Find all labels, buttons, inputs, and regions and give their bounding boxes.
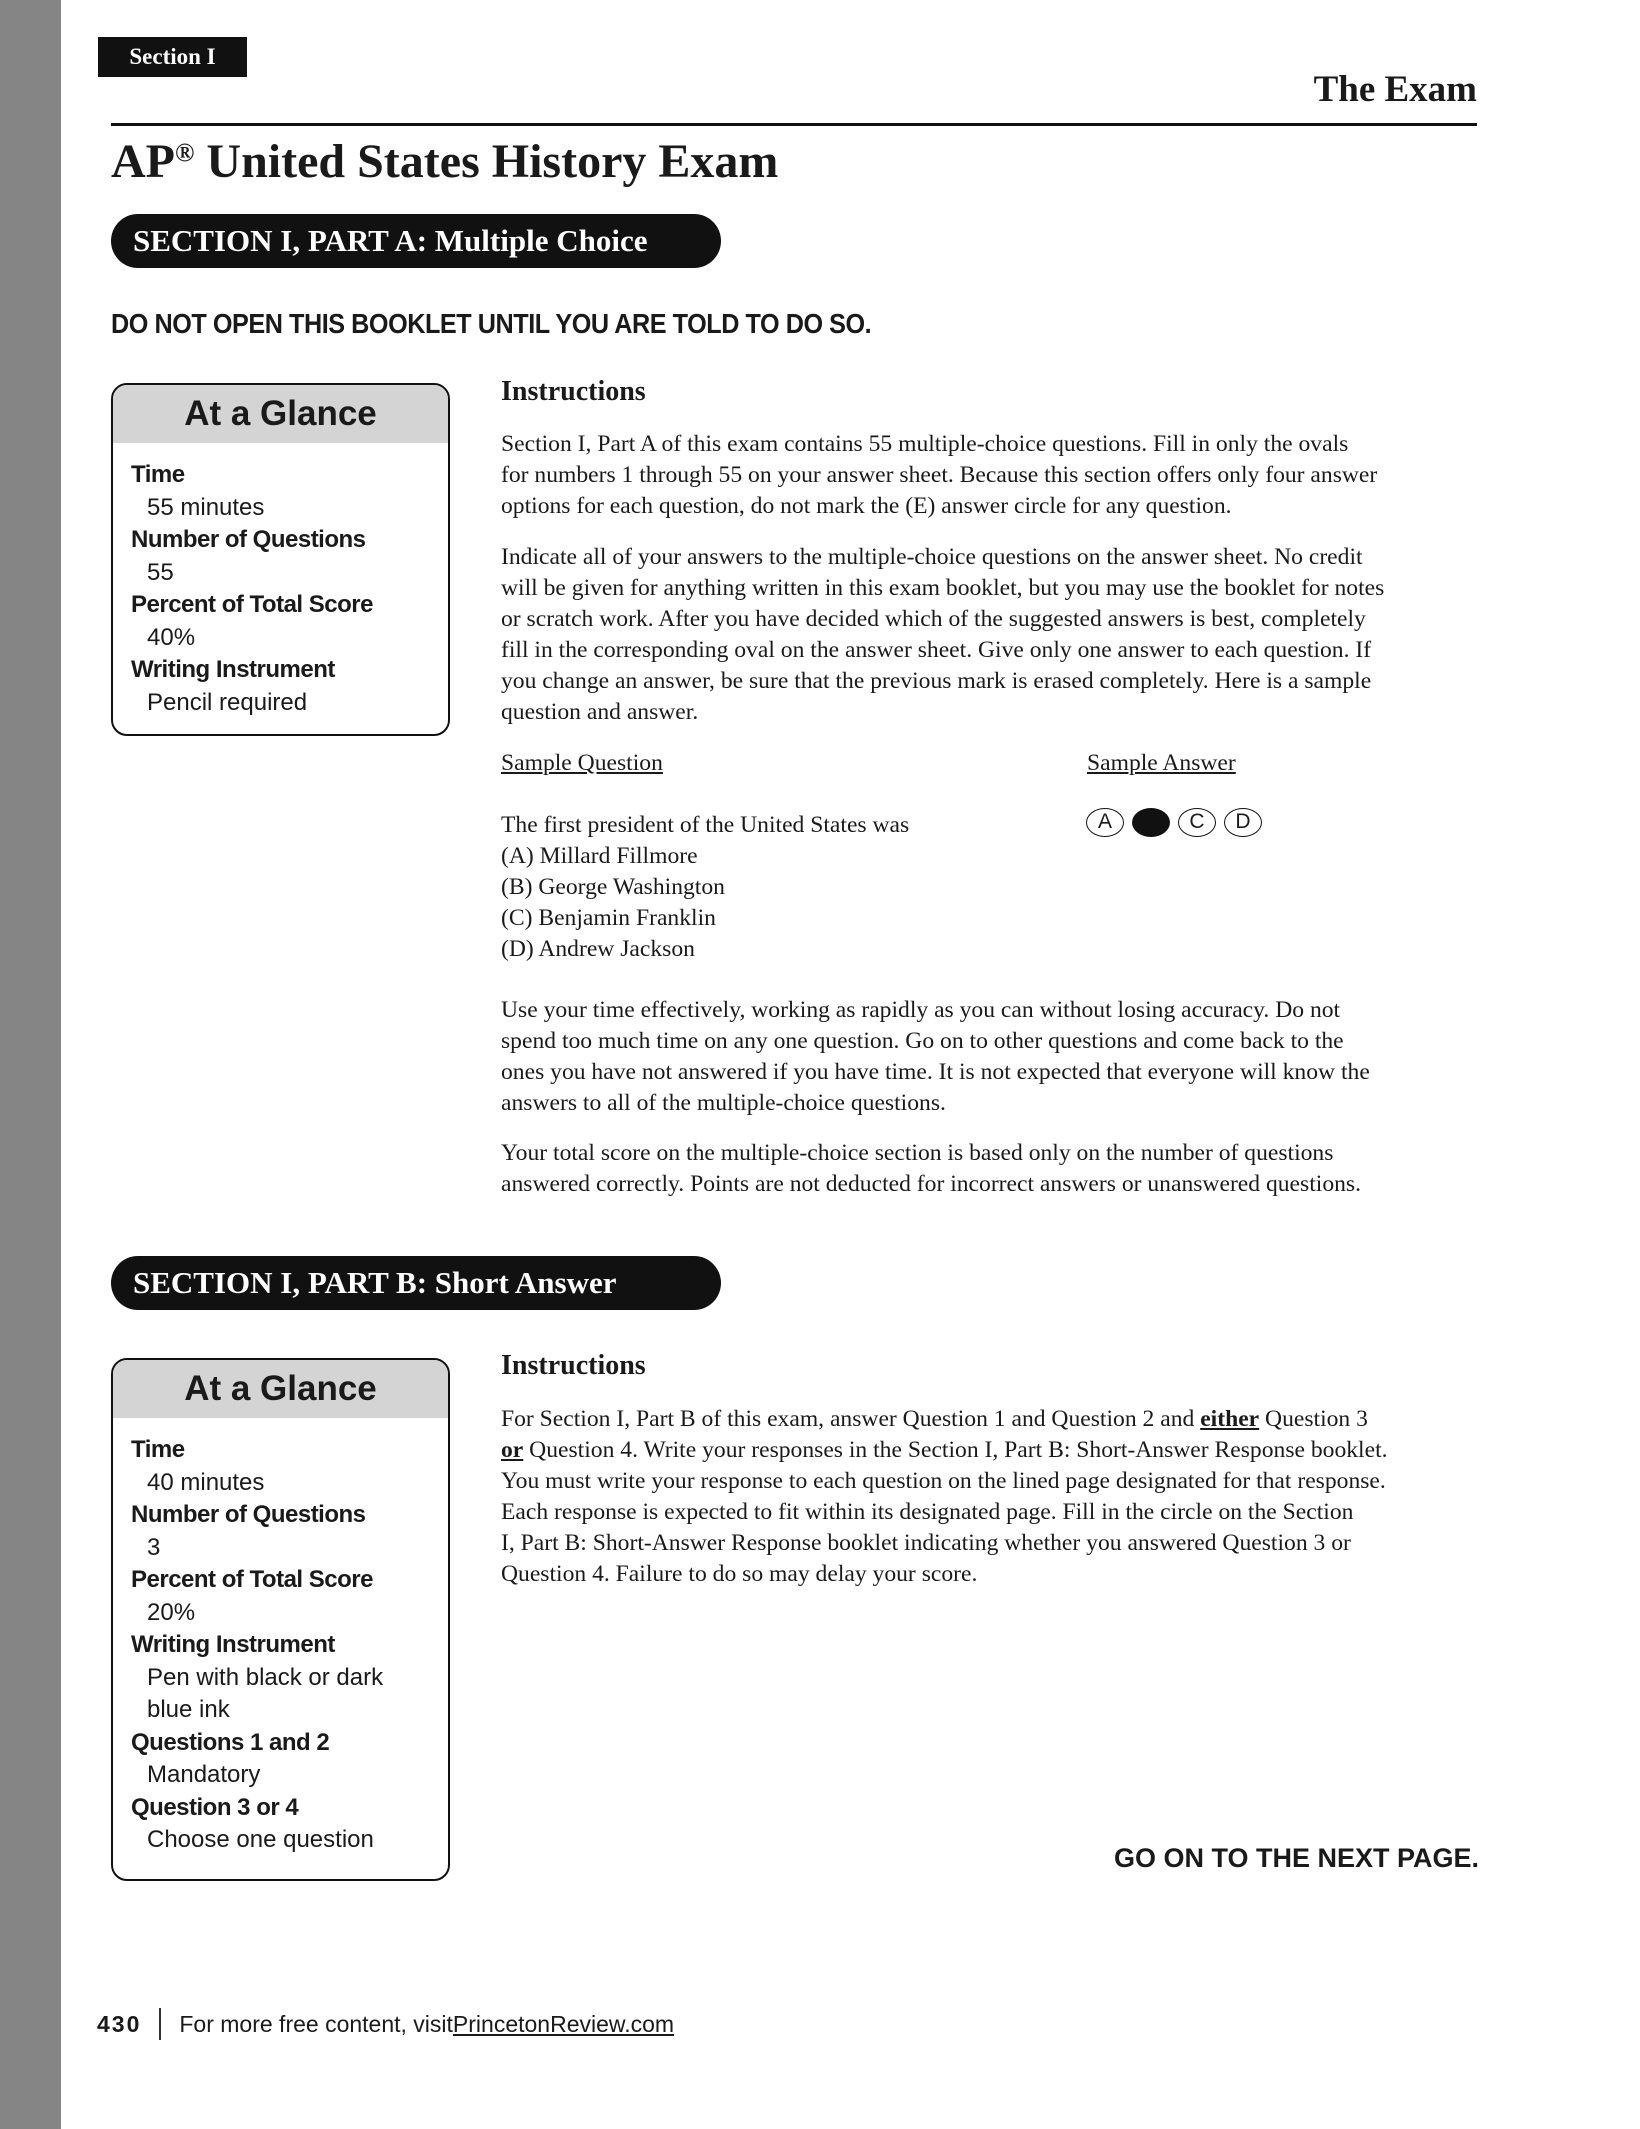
footer-divider (159, 2008, 161, 2040)
text-line: Indicate all of your answers to the multiple-choice questions on the answer sheet. No credit (501, 544, 1363, 570)
page-title (111, 134, 778, 189)
glance-label: Time (131, 1436, 185, 1463)
text-line: fill in the corresponding oval on the answer sheet. Give only one answer to each question. If (501, 637, 1372, 663)
text-line: You must write your response to each question on the lined page designated for that response. (501, 1468, 1386, 1494)
part-b-glance-box (111, 1358, 450, 1881)
warning-text: DO NOT OPEN THIS BOOKLET UNTIL YOU ARE TOLD TO DO SO. (111, 308, 872, 339)
part-b-paragraph (501, 1404, 1501, 1590)
glance-label: Questions 1 and 2 (131, 1728, 330, 1756)
glance-value: Choose one question (147, 1826, 374, 1853)
text-line: (B) George Washington (501, 874, 725, 900)
text: Question 4. Write your responses in the Section I, Part B: Short-Answer Response booklet. (523, 1437, 1388, 1463)
text-line: spend too much time on any one question. Go on to other questions and come back to the (501, 1028, 1344, 1054)
glance-label: Percent of Total Score (131, 1566, 373, 1593)
title-prefix: AP (111, 135, 175, 188)
part-a-paragraph-1 (501, 429, 1501, 522)
glance-label: Percent of Total Score (131, 591, 373, 618)
go-on-notice: GO ON TO THE NEXT PAGE. (1113, 1843, 1479, 1873)
sample-answer-bubbles (1086, 808, 1262, 837)
text-line: or scratch work. After you have decided which of the suggested answers is best, completely (501, 606, 1366, 632)
glance-label: Writing Instrument (131, 656, 335, 683)
text-line: (D) Andrew Jackson (501, 936, 695, 962)
text-line: (A) Millard Fillmore (501, 843, 698, 869)
glance-label: Number of Questions (131, 1501, 366, 1528)
glance-body (113, 443, 448, 729)
page-number: 430 (97, 2010, 142, 2037)
text-line: I, Part B: Short-Answer Response booklet indicating whether you answered Question 3 or (501, 1530, 1351, 1556)
text-line: question and answer. (501, 699, 699, 725)
glance-label: Question 3 or 4 (131, 1793, 299, 1821)
sample-question-label: Sample Question (501, 750, 663, 776)
part-a-banner: SECTION I, PART A: Multiple Choice (111, 214, 721, 268)
text: For Section I, Part B of this exam, answer Question 1 and Question 2 and (501, 1406, 1201, 1432)
glance-value: 55 minutes (147, 493, 265, 521)
page-gutter (0, 0, 61, 2129)
text-line: will be given for anything written in this exam booklet, but you may use the booklet for notes (501, 575, 1385, 601)
text-line: for numbers 1 through 55 on your answer sheet. Because this section offers only four answer (501, 462, 1378, 488)
part-a-paragraph-2 (501, 542, 1501, 728)
glance-value: 40 minutes (147, 1468, 265, 1496)
part-b-rest (501, 1466, 1501, 1590)
text-line: Your total score on the multiple-choice section is based only on the number of questions (501, 1140, 1334, 1166)
part-a-glance-box (111, 383, 450, 736)
glance-heading: At a Glance (113, 385, 448, 443)
glance-value: Mandatory (147, 1761, 261, 1788)
glance-value: Pen with black or dark (147, 1663, 384, 1691)
text-line: answers to all of the multiple-choice questions. (501, 1090, 946, 1116)
text-line: Use your time effectively, working as rapidly as you can without losing accuracy. Do not (501, 997, 1341, 1023)
header-rule (111, 123, 1477, 126)
footer-text: For more free content, visit (179, 2010, 453, 2037)
glance-heading: At a Glance (113, 1360, 448, 1418)
text-line: (C) Benjamin Franklin (501, 905, 716, 931)
text-line: Question 4. Failure to do so may delay your score. (501, 1561, 978, 1587)
running-title: The Exam (1313, 69, 1477, 110)
glance-value: 40% (147, 623, 196, 651)
section-tab: Section I (98, 37, 247, 77)
glance-label: Time (131, 461, 185, 488)
glance-value: 20% (147, 1598, 196, 1626)
glance-value: blue ink (147, 1696, 230, 1723)
sample-answer-label: Sample Answer (1087, 750, 1236, 776)
part-a-paragraph-3 (501, 995, 1501, 1119)
text-line: answered correctly. Points are not deducted for incorrect answers or unanswered questions. (501, 1171, 1361, 1197)
glance-body (113, 1418, 448, 1867)
registered-mark: ® (174, 138, 195, 167)
title-rest: United States History Exam (194, 135, 779, 188)
emphasis-or: or (501, 1437, 524, 1463)
bubble-c: C (1178, 808, 1216, 837)
footer (97, 2008, 674, 2040)
part-a-paragraph-4 (501, 1138, 1501, 1200)
sample-choices (501, 841, 1501, 965)
text-line: Section I, Part A of this exam contains 55 multiple-choice questions. Fill in only the ovals (501, 431, 1349, 457)
glance-label: Writing Instrument (131, 1631, 335, 1658)
footer-link[interactable]: PrincetonReview.com (452, 2010, 675, 2037)
text-line: you change an answer, be sure that the previous mark is erased completely. Here is a sample (501, 668, 1372, 694)
text-line: Each response is expected to fit within its designated page. Fill in the circle on the Section (501, 1499, 1354, 1525)
sample-question: The first president of the United States was (501, 812, 910, 838)
bubble-d: D (1224, 808, 1262, 837)
text-line: ones you have not answered if you have time. It is not expected that everyone will know the (501, 1059, 1370, 1085)
part-b-banner: SECTION I, PART B: Short Answer (111, 1256, 721, 1310)
emphasis-either: either (1200, 1406, 1260, 1432)
glance-value: Pencil required (147, 688, 308, 716)
glance-value: 55 (147, 558, 174, 586)
part-b-instructions-heading: Instructions (501, 1350, 646, 1381)
text-line: options for each question, do not mark the (E) answer circle for any question. (501, 493, 1232, 519)
bubble-a: A (1086, 808, 1124, 837)
glance-label: Number of Questions (131, 526, 366, 553)
bubble-b-filled (1132, 808, 1170, 837)
glance-value: 3 (147, 1533, 161, 1561)
text: Question 3 (1259, 1406, 1368, 1432)
part-a-instructions-heading: Instructions (501, 376, 646, 407)
